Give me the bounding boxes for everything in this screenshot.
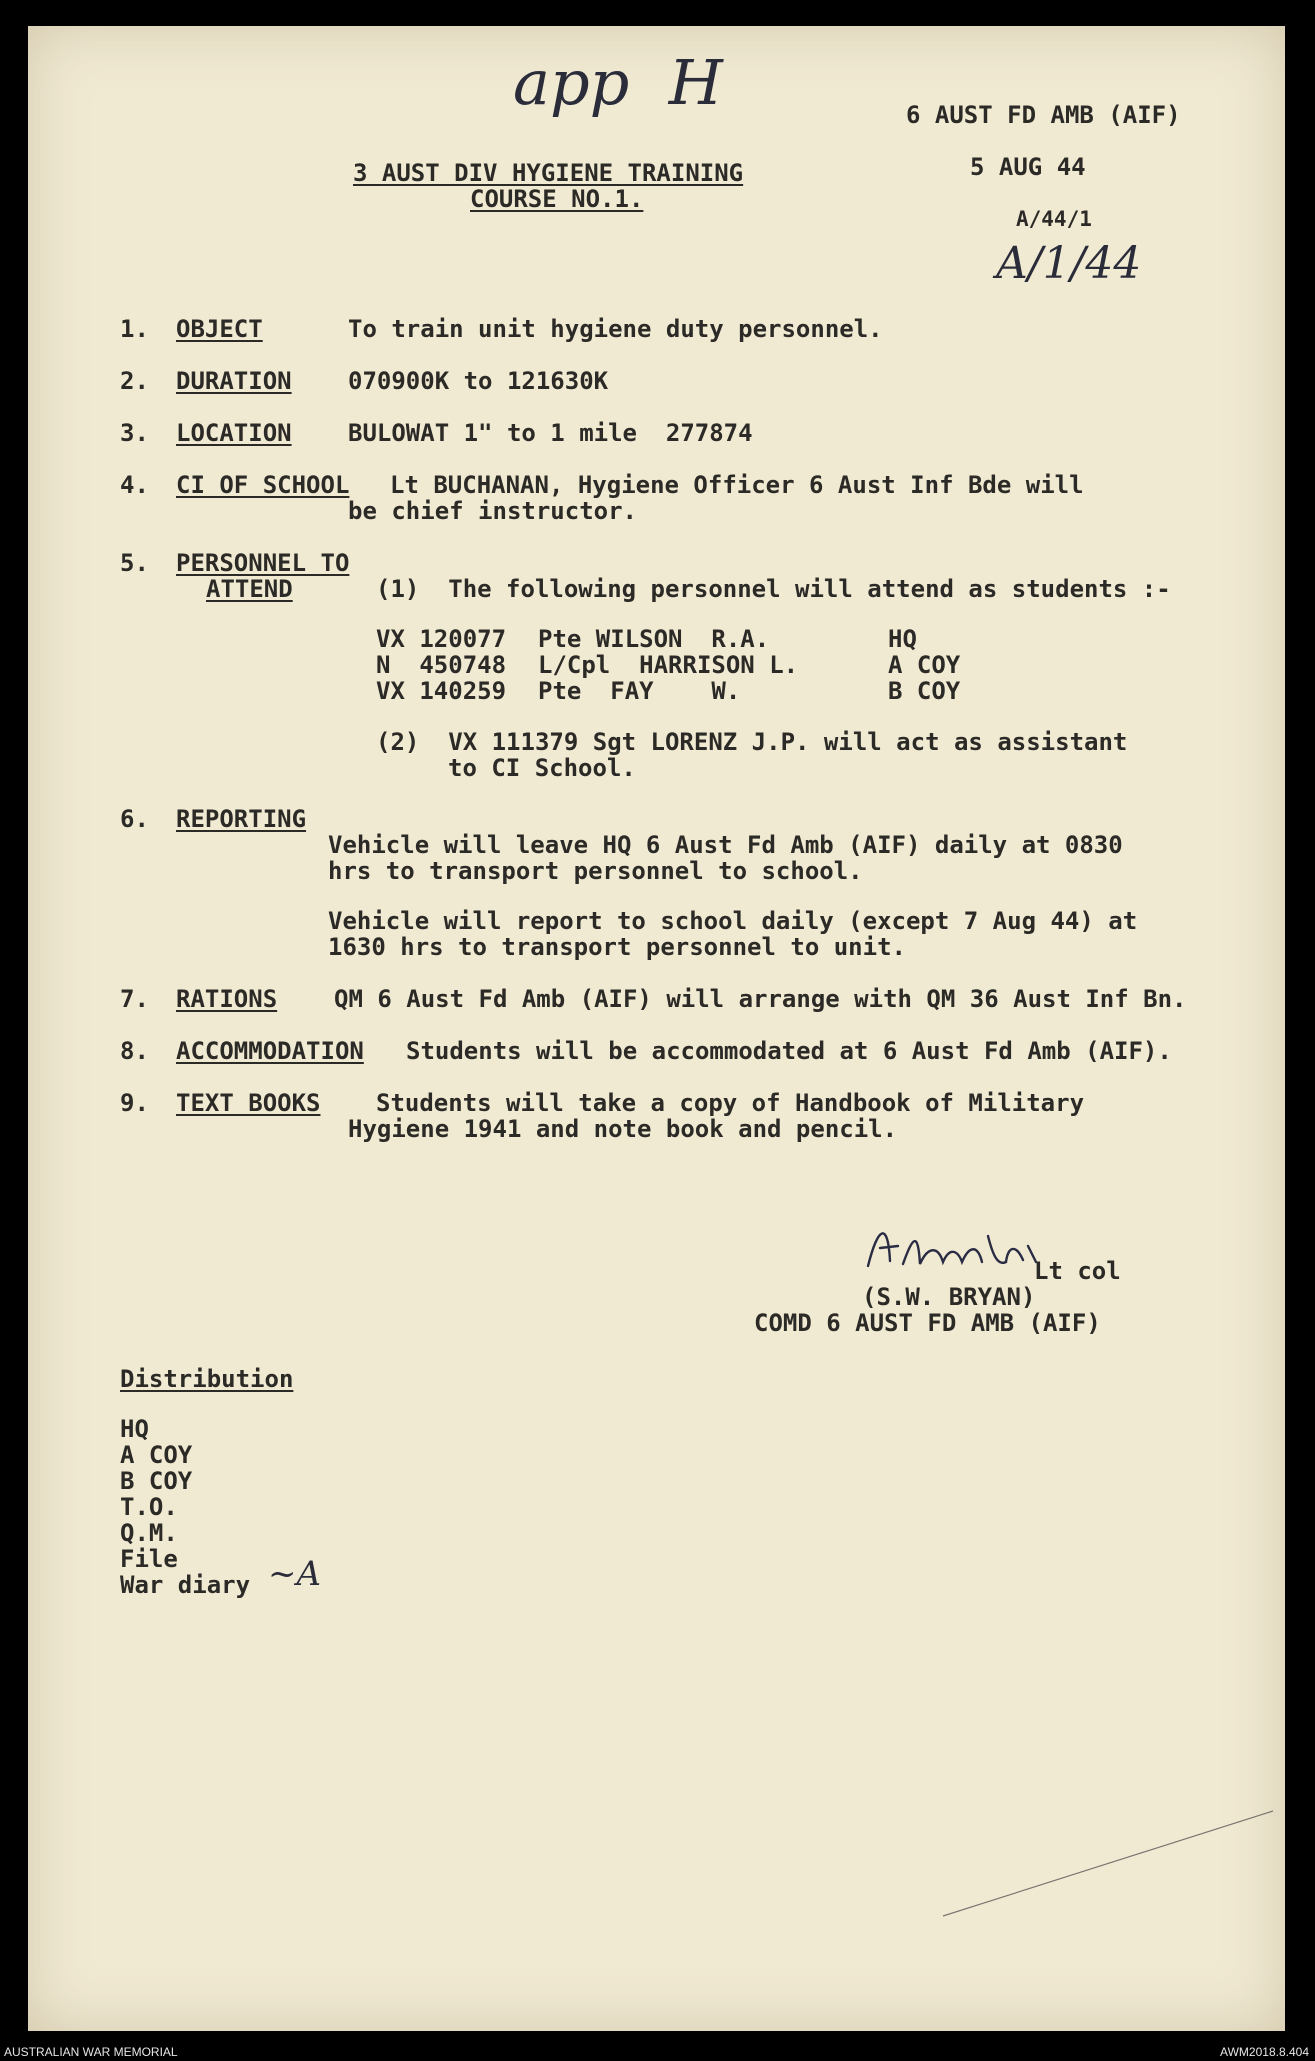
unit-header: 6 AUST FD AMB (AIF) [906,101,1181,129]
document-date: 5 AUG 44 [970,153,1086,181]
item-label-reporting: REPORTING [176,805,307,833]
student-unit: HQ [888,625,917,653]
student-rank-name: Pte WILSON R.A. [538,625,770,653]
item-number: 1. [120,315,149,343]
item-text-text-books: Students will take a copy of Handbook of Military [376,1089,1085,1117]
student-number: VX 120077 [376,625,507,653]
item-label-text-books: TEXT BOOKS [176,1089,321,1117]
item-text-accommodation: Students will be accommodated at 6 Aust Fd Amb (AIF). [406,1037,1172,1065]
handwritten-annotation: app H [513,46,723,119]
item-label-location: LOCATION [176,419,292,447]
item-number: 4. [120,471,149,499]
item-number: 8. [120,1037,149,1065]
footer-credit: AUSTRALIAN WAR MEMORIAL [4,2045,178,2059]
distribution-entry: War diary [120,1571,251,1599]
signatory-name: (S.W. BRYAN) [862,1283,1036,1311]
personnel-para-1: (1) The following personnel will attend as students :- [376,575,1171,603]
student-number: VX 140259 [376,677,507,705]
item-label-ci-of-school: CI OF SCHOOL [176,471,350,499]
pencil-stroke [938,1806,1278,1926]
item-text-location: BULOWAT 1" to 1 mile 277874 [348,419,753,447]
signatory-rank: Lt col [1034,1257,1121,1285]
signatory-appointment: COMD 6 AUST FD AMB (AIF) [754,1309,1101,1337]
student-rank-name: L/Cpl HARRISON L. [538,651,799,679]
personnel-para-2-cont: to CI School. [448,754,636,782]
item-text-rations: QM 6 Aust Fd Amb (AIF) will arrange with QM 36 Aust Inf Bn. [334,985,1187,1013]
distribution-entry: B COY [120,1467,193,1495]
item-text-duration: 070900K to 121630K [348,367,609,395]
item-label-personnel: PERSONNEL TO [176,549,350,577]
file-reference: A/44/1 [1016,207,1092,231]
distribution-title: Distribution [120,1365,294,1393]
distribution-entry: A COY [120,1441,193,1469]
reporting-para-a-cont: hrs to transport personnel to school. [328,857,863,885]
item-number: 2. [120,367,149,395]
document-page [28,26,1285,2031]
student-number: N 450748 [376,651,507,679]
personnel-para-2: (2) VX 111379 Sgt LORENZ J.P. will act as assistant [376,728,1128,756]
item-label-rations: RATIONS [176,985,278,1013]
item-number: 9. [120,1089,149,1117]
document-title: 3 AUST DIV HYGIENE TRAINING [353,159,744,187]
distribution-entry: Q.M. [120,1519,178,1547]
reporting-para-a: Vehicle will leave HQ 6 Aust Fd Amb (AIF) daily at 0830 [328,831,1123,859]
distribution-entry: HQ [120,1415,149,1443]
footer-accession: AWM2018.8.404 [1220,2045,1309,2059]
item-label-attend: ATTEND [206,575,293,603]
item-number: 5. [120,549,149,577]
handwritten-signature [858,1216,1048,1286]
student-unit: B COY [888,677,961,705]
student-rank-name: Pte FAY W. [538,677,741,705]
document-subtitle: COURSE NO.1. [470,185,644,213]
item-text-text-books-cont: Hygiene 1941 and note book and pencil. [348,1115,898,1143]
item-number: 7. [120,985,149,1013]
item-text-object: To train unit hygiene duty personnel. [348,315,883,343]
item-label-duration: DURATION [176,367,292,395]
item-text-ci-of-school: Lt BUCHANAN, Hygiene Officer 6 Aust Inf Bde will [390,471,1084,499]
item-text-ci-of-school-cont: be chief instructor. [348,497,637,525]
item-number: 6. [120,805,149,833]
distribution-entry: File [120,1545,178,1573]
item-number: 3. [120,419,149,447]
reporting-para-b-cont: 1630 hrs to transport personnel to unit. [328,933,906,961]
distribution-tick-mark: ~A [268,1554,322,1594]
distribution-entry: T.O. [120,1493,178,1521]
item-label-object: OBJECT [176,315,263,343]
reporting-para-b: Vehicle will report to school daily (except 7 Aug 44) at [328,907,1138,935]
handwritten-reference: A/1/44 [996,238,1142,289]
student-unit: A COY [888,651,961,679]
item-label-accommodation: ACCOMMODATION [176,1037,364,1065]
